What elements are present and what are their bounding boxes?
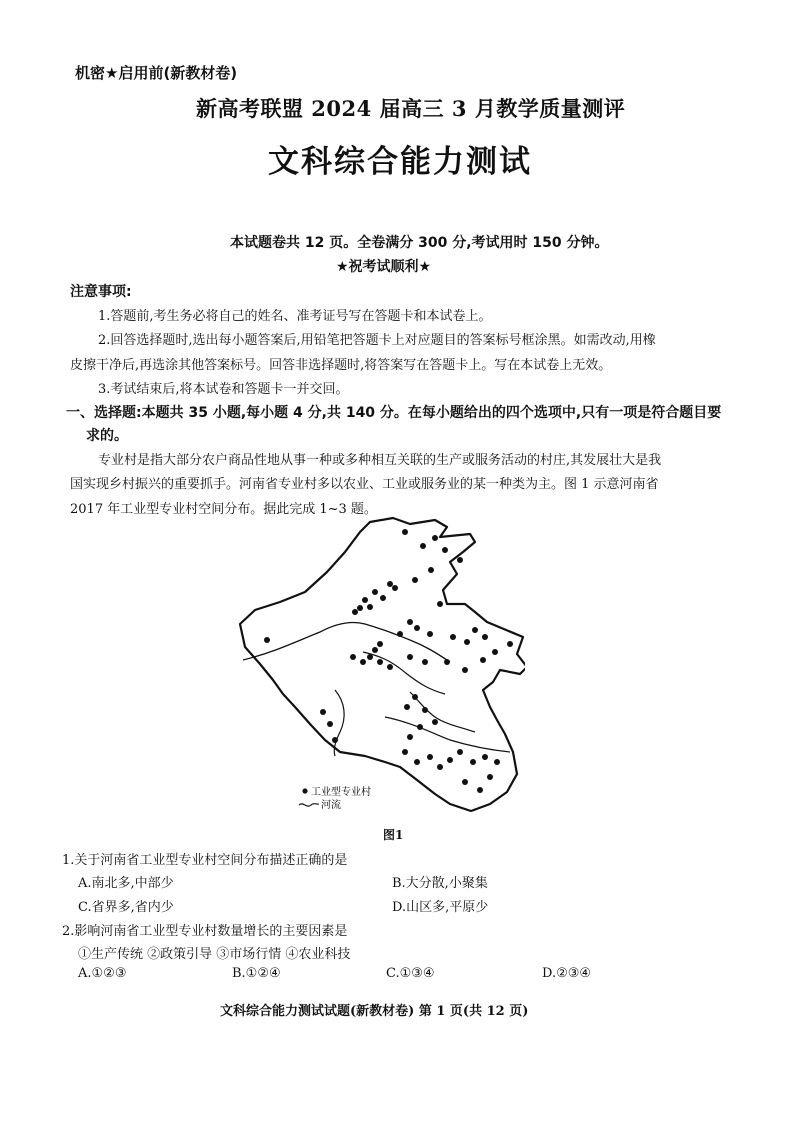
village-dot	[482, 634, 488, 640]
village-dot	[350, 654, 356, 660]
village-dot	[402, 529, 408, 535]
good-luck-text: ★祝考试顺利★	[336, 259, 432, 275]
village-dot	[432, 719, 438, 725]
village-dot	[380, 595, 386, 601]
question-2-items: ①生产传统 ②政策引导 ③市场行情 ④农业科技	[78, 947, 351, 962]
notice-title: 注意事项:	[70, 284, 132, 300]
question-1-option-d[interactable]: D.山区多,平原少	[392, 900, 489, 915]
village-dot	[332, 737, 338, 743]
village-dot	[482, 754, 488, 760]
question-2-option-d[interactable]: D.②③④	[542, 966, 592, 981]
village-dot	[442, 547, 448, 553]
notice-item-2-line-1: 2.回答选择题时,选出每小题答案后,用铅笔把答题卡上对应题目的答案标号框涂黑。如需改动,用橡	[98, 333, 656, 348]
village-dot	[470, 759, 476, 765]
village-dot	[392, 585, 398, 591]
village-dot	[367, 654, 373, 660]
notice-item-1: 1.答题前,考生务必将自己的姓名、准考证号写在答题卡和本试卷上。	[98, 309, 492, 324]
village-dot	[264, 637, 270, 643]
village-dot	[352, 609, 358, 615]
village-dot	[472, 627, 478, 633]
river-huai	[385, 717, 510, 752]
village-dot	[417, 724, 423, 730]
question-2-option-a[interactable]: A.①②③	[78, 966, 127, 981]
henan-village-map	[235, 512, 525, 812]
village-dot	[387, 581, 393, 587]
village-dot	[367, 604, 373, 610]
village-dot	[414, 759, 420, 765]
village-dot	[428, 567, 434, 573]
village-dot	[477, 787, 483, 793]
village-dot	[402, 749, 408, 755]
question-1-stem: 1.关于河南省工业型专业村空间分布描述正确的是	[62, 853, 348, 868]
page-footer: 文科综合能力测试试题(新教材卷) 第 1 页(共 12 页)	[220, 1004, 529, 1019]
legend-dot-icon	[302, 788, 307, 793]
question-1-option-c[interactable]: C.省界多,省内少	[78, 900, 174, 915]
village-dot	[492, 649, 498, 655]
village-dot	[422, 707, 428, 713]
notice-item-2-line-2: 皮擦干净后,再选涂其他答案标号。回答非选择题时,将答案写在答题卡上。写在本试卷上无效。	[70, 358, 612, 373]
village-dot	[420, 543, 426, 549]
village-dot	[462, 667, 468, 673]
exam-name: 新高考联盟 2024 届高三 3 月教学质量测评	[196, 96, 626, 121]
village-dot	[360, 659, 366, 665]
section-heading-line-2: 求的。	[86, 428, 128, 444]
section-heading-line-1: 一、选择题:本题共 35 小题,每小题 4 分,共 140 分。在每小题给出的四个选项中,只有一项是符合题目要	[66, 405, 722, 421]
village-dot	[462, 779, 468, 785]
village-dot	[450, 634, 456, 640]
village-dot	[397, 631, 403, 637]
village-dot	[407, 654, 413, 660]
village-dot	[422, 659, 428, 665]
exam-title: 文科综合能力测试	[268, 144, 532, 180]
village-dot	[437, 764, 443, 770]
page-info: 本试题卷共 12 页。全卷满分 300 分,考试用时 150 分钟。	[230, 235, 609, 251]
notice-item-3: 3.考试结束后,将本试卷和答题卡一并交回。	[98, 382, 349, 397]
question-2-option-b[interactable]: B.①②④	[232, 966, 281, 981]
village-dot	[427, 631, 433, 637]
village-dot	[464, 639, 470, 645]
village-dot	[487, 774, 493, 780]
question-1-option-b[interactable]: B.大分散,小聚集	[392, 876, 488, 891]
question-2-stem: 2.影响河南省工业型专业村数量增长的主要因素是	[62, 924, 348, 939]
legend-river-icon	[299, 804, 319, 807]
passage-line-2: 国实现乡村振兴的重要抓手。河南省专业村多以农业、工业或服务业的某一种类为主。图 1 示意河南省	[70, 477, 659, 492]
village-dot	[427, 754, 433, 760]
village-dot	[320, 709, 326, 715]
question-2-option-c[interactable]: C.①③④	[386, 966, 435, 981]
river-central	[363, 652, 445, 694]
village-dot	[432, 535, 438, 541]
village-dot	[327, 721, 333, 727]
village-dot	[414, 625, 420, 631]
village-dot	[444, 659, 450, 665]
passage-line-1: 专业村是指大部分农户商品性地从事一种或多种相互关联的生产或服务活动的村庄,其发展壮大是我	[98, 453, 662, 468]
village-dot	[412, 577, 418, 583]
village-dot	[407, 734, 413, 740]
village-dot	[507, 641, 513, 647]
village-dot	[372, 647, 378, 653]
village-dot	[480, 657, 486, 663]
village-dot	[377, 641, 383, 647]
village-dot	[404, 704, 410, 710]
village-dot	[357, 605, 363, 611]
village-dot	[362, 597, 368, 603]
legend-river-label: 河流	[321, 800, 341, 811]
village-dot	[387, 664, 393, 670]
figure-caption: 图1	[383, 828, 404, 842]
village-dot	[447, 757, 453, 763]
legend-village-label: 工业型专业村	[311, 787, 371, 798]
province-outline	[240, 518, 525, 811]
village-dot	[457, 749, 463, 755]
secret-label: 机密★启用前(新教材卷)	[75, 64, 238, 82]
village-dot	[494, 759, 500, 765]
village-dot	[407, 619, 413, 625]
question-1-option-a[interactable]: A.南北多,中部少	[78, 876, 174, 891]
river-west	[334, 690, 344, 756]
passage-line-3: 2017 年工业型专业村空间分布。据此完成 1~3 题。	[70, 502, 377, 517]
village-dot	[412, 694, 418, 700]
village-dot	[457, 557, 463, 563]
village-dot	[372, 589, 378, 595]
village-dot	[377, 659, 383, 665]
village-dot	[437, 601, 443, 607]
